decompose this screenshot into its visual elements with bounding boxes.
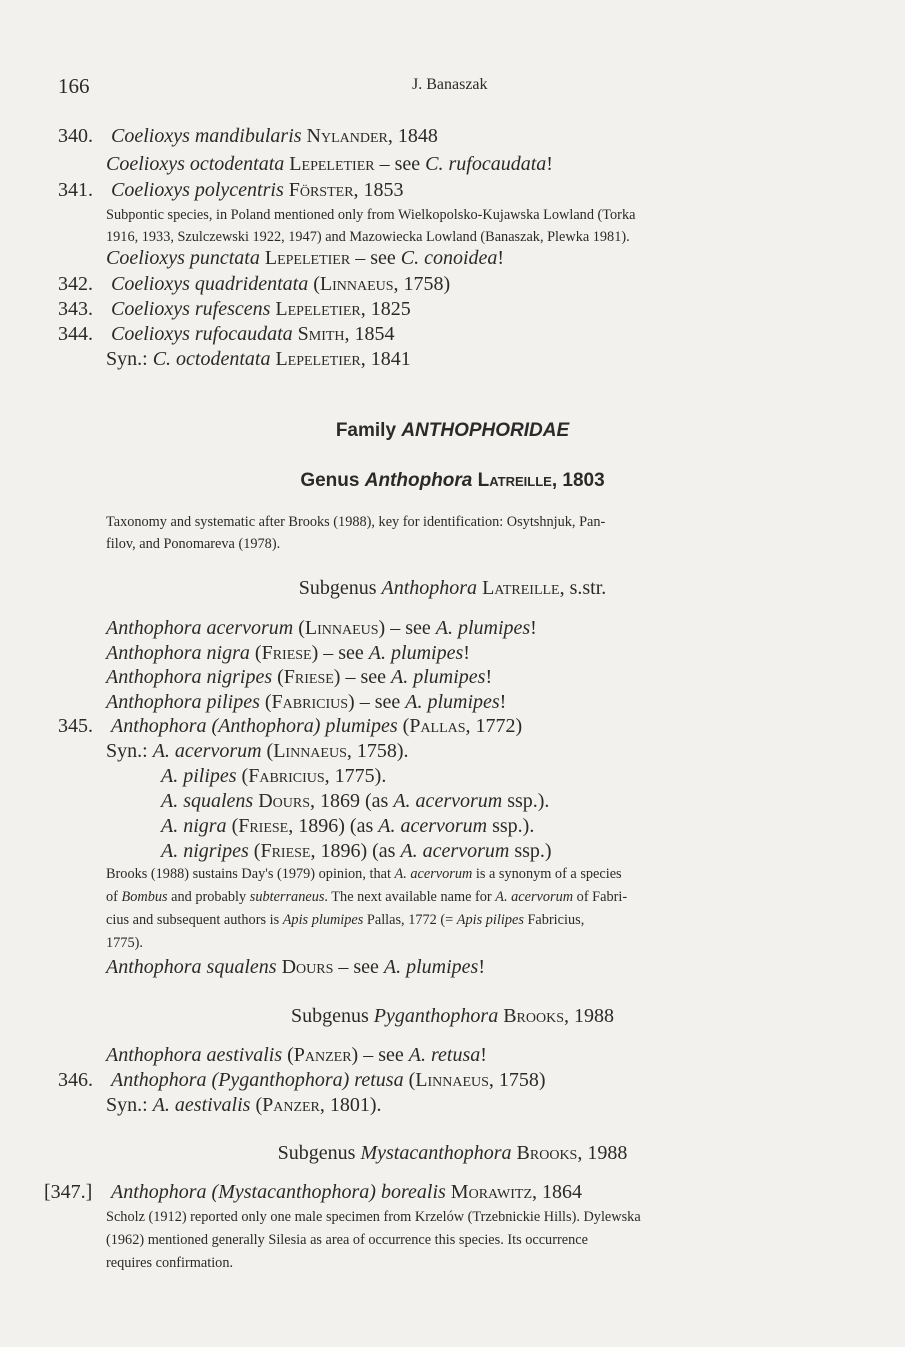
species-name: Anthophora nigripes	[106, 666, 273, 688]
species-name: Coelioxys mandibularis	[111, 125, 302, 147]
entry-341	[58, 178, 404, 202]
entry-number: 340.	[58, 125, 93, 147]
synonym-line	[106, 1093, 382, 1117]
exclaim: !	[478, 956, 486, 978]
species-name: C. octodentata	[152, 348, 271, 370]
entry-345	[58, 714, 522, 738]
subgenus-prefix: Subgenus	[290, 1005, 374, 1027]
entry-number: 346.	[58, 1069, 93, 1091]
author: (Friese)	[254, 642, 319, 664]
species-ref: A. acervorum	[378, 815, 488, 837]
subgenus-name: Mystacanthophora	[360, 1142, 512, 1164]
see-target: A. plumipes	[391, 666, 486, 688]
species-name: A. acervorum	[152, 740, 262, 762]
exclaim: !	[480, 1044, 487, 1066]
entry-number: 341.	[58, 179, 93, 201]
species-name: Coelioxys quadridentata	[111, 273, 309, 295]
see-text: – see	[318, 642, 369, 664]
note-text: Brooks (1988) sustains Day's (1979) opinion, that	[106, 866, 395, 882]
author: (Friese	[231, 815, 289, 837]
author: Brooks, 1988	[516, 1142, 628, 1164]
author: (Linnaeus, 1758).	[266, 740, 409, 762]
author: (Panzer, 1801).	[255, 1094, 382, 1116]
author: (Linnaeus, 1758)	[408, 1069, 546, 1091]
species-name: Coelioxys polycentris	[111, 179, 284, 201]
note-line: filov, and Ponomareva (1978).	[106, 536, 281, 552]
note-text: of Fabri-	[573, 889, 628, 905]
family-heading	[0, 420, 905, 442]
note-text: and probably	[167, 889, 250, 905]
subgenus-heading	[0, 1141, 905, 1165]
note-italic: A. acervorum	[394, 866, 473, 882]
species-name: Anthophora squalens	[106, 956, 277, 978]
species-name: Anthophora nigra	[106, 642, 250, 664]
note-line: 1916, 1933, Szulczewski 1922, 1947) and Mazowiecka Lowland (Banaszak, Plewka 1981).	[106, 229, 630, 245]
author: Smith, 1854	[297, 323, 395, 345]
genus-prefix: Genus	[300, 470, 365, 491]
subgenus-prefix: Subgenus	[298, 577, 382, 599]
note-line: Scholz (1912) reported only one male specimen from Krzelów (Trzebnickie Hills). Dylewska	[106, 1209, 641, 1225]
see-target: C. conoidea	[400, 247, 498, 269]
author: (Fabricius)	[264, 691, 355, 713]
subgenus-name: Anthophora	[381, 577, 478, 599]
entry-synonym-ref	[106, 690, 506, 714]
author: (Linnaeus, 1758)	[313, 273, 451, 295]
note-italic: subterraneus	[249, 889, 325, 905]
note-text: is a synonym of a species	[472, 866, 622, 882]
subgenus-heading	[0, 576, 905, 600]
species-name: Coelioxys punctata	[106, 247, 260, 269]
species-name: A. aestivalis	[152, 1094, 251, 1116]
species-name: A. nigripes	[161, 840, 249, 862]
author: (Friese	[253, 840, 311, 862]
see-target: C. rufocaudata	[425, 153, 547, 175]
exclaim: !	[546, 153, 553, 175]
see-text: – see	[374, 153, 426, 175]
entry-synonym-ref	[106, 665, 492, 689]
syn-label: Syn.:	[106, 740, 153, 762]
note-text: cius and subsequent authors is	[106, 912, 283, 928]
see-text: – see	[354, 691, 406, 713]
ssp-text: ssp.).	[502, 790, 550, 812]
exclaim: !	[497, 247, 505, 269]
note-italic: Apis plumipes	[282, 912, 364, 928]
see-target: A. plumipes	[405, 691, 500, 713]
genus-heading	[0, 470, 905, 492]
genus-name: Anthophora	[364, 470, 473, 491]
note-line: (1962) mentioned generally Silesia as area of occurrence this species. Its occurrence	[106, 1232, 588, 1248]
exclaim: !	[463, 642, 470, 664]
note-line: Taxonomy and systematic after Brooks (1988), key for identification: Osytshnjuk, Pan-	[106, 514, 606, 530]
note-text: Fabricius,	[523, 912, 585, 928]
author: Latreille, 1803	[477, 470, 605, 491]
exclaim: !	[499, 691, 507, 713]
year-text: , 1896) (as	[310, 840, 401, 862]
see-text: – see	[340, 666, 392, 688]
species-name: Anthophora (Pyganthophora) retusa	[111, 1069, 404, 1091]
species-name: A. pilipes	[161, 765, 237, 787]
note-italic: Apis pilipes	[456, 912, 524, 928]
subgenus-name: Pyganthophora	[373, 1005, 499, 1027]
author: (Linnaeus)	[298, 617, 386, 639]
syn-label: Syn.:	[106, 348, 153, 370]
running-head-author: J. Banaszak	[412, 76, 488, 93]
year-text: , 1896) (as	[288, 815, 379, 837]
species-ref: A. acervorum	[400, 840, 510, 862]
author: Brooks, 1988	[503, 1005, 615, 1027]
entry-synonym-ref	[106, 616, 537, 640]
entry-340	[58, 124, 438, 148]
subgenus-heading	[0, 1004, 905, 1028]
species-name: Coelioxys rufocaudata	[111, 323, 293, 345]
exclaim: !	[530, 617, 537, 639]
synonym-line	[161, 789, 549, 813]
species-name: Coelioxys rufescens	[111, 298, 271, 320]
note-line: requires confirmation.	[106, 1255, 234, 1271]
see-text: – see	[358, 1044, 409, 1066]
author: Morawitz, 1864	[450, 1181, 582, 1203]
author: Dours	[281, 956, 334, 978]
synonym-line	[161, 764, 386, 788]
see-text: – see	[385, 617, 436, 639]
species-name: Anthophora acervorum	[106, 617, 294, 639]
see-target: A. plumipes	[435, 617, 531, 639]
note-line	[106, 910, 584, 931]
author: (Fabricius, 1775).	[241, 765, 387, 787]
synonym-line	[161, 839, 552, 863]
syn-label: Syn.:	[106, 1094, 153, 1116]
note-line	[106, 864, 622, 885]
see-target: A. plumipes	[383, 956, 479, 978]
entry-347	[44, 1180, 582, 1204]
note-italic: Bombus	[121, 889, 168, 905]
synonym-line	[161, 814, 534, 838]
subgenus-prefix: Subgenus	[277, 1142, 361, 1164]
entry-number: 343.	[58, 298, 93, 320]
species-name: A. squalens	[161, 790, 254, 812]
entry-synonym-ref	[106, 955, 485, 979]
page-number: 166	[58, 74, 90, 98]
note-italic: A. acervorum	[495, 889, 574, 905]
ssp-text: ssp.).	[487, 815, 535, 837]
author: (Panzer)	[287, 1044, 359, 1066]
see-target: A. retusa	[408, 1044, 481, 1066]
entry-synonym-ref	[106, 641, 470, 665]
species-ref: A. acervorum	[393, 790, 503, 812]
author: Dours	[258, 790, 311, 812]
author: Latreille	[482, 577, 560, 599]
note-line: 1775).	[106, 935, 143, 951]
author: Lepeletier, 1825	[275, 298, 411, 320]
entry-number: 345.	[58, 715, 93, 737]
see-text: – see	[350, 247, 401, 269]
author: Förster, 1853	[288, 179, 404, 201]
see-target: A. plumipes	[368, 642, 464, 664]
year-text: , 1869 (as	[310, 790, 394, 812]
species-name: Anthophora (Mystacanthophora) borealis	[111, 1181, 446, 1203]
ssp-text: ssp.)	[509, 840, 552, 862]
author: (Pallas, 1772)	[402, 715, 523, 737]
note-line	[106, 887, 627, 908]
entry-synonym-ref	[106, 1043, 487, 1067]
entry-346	[58, 1068, 546, 1092]
entry-343	[58, 297, 411, 321]
note-text: Pallas, 1772 (=	[363, 912, 457, 928]
author: Lepeletier	[264, 247, 351, 269]
entry-number: 342.	[58, 273, 93, 295]
species-name: Anthophora (Anthophora) plumipes	[111, 715, 398, 737]
entry-344	[58, 322, 395, 346]
entry-342	[58, 272, 450, 296]
synonym-line	[106, 347, 411, 371]
see-text: – see	[333, 956, 384, 978]
author: Lepeletier	[289, 153, 375, 175]
family-name: ANTHOPHORIDAE	[401, 420, 570, 441]
species-name: Anthophora pilipes	[106, 691, 260, 713]
synonym-line	[106, 739, 409, 763]
entry-number: [347.]	[44, 1181, 93, 1203]
subgenus-tail: , s.str.	[559, 577, 607, 599]
author: Nylander, 1848	[306, 125, 438, 147]
note-text: of	[106, 889, 122, 905]
author: Lepeletier, 1841	[275, 348, 411, 370]
species-name: A. nigra	[161, 815, 227, 837]
species-name: Coelioxys octodentata	[106, 153, 285, 175]
entry-synonym-ref	[106, 152, 553, 176]
note-line: Subpontic species, in Poland mentioned only from Wielkopolsko-Kujawska Lowland (Torka	[106, 207, 636, 223]
exclaim: !	[485, 666, 493, 688]
entry-number: 344.	[58, 323, 93, 345]
author: (Friese)	[277, 666, 341, 688]
note-text: . The next available name for	[324, 889, 496, 905]
family-prefix: Family	[335, 420, 402, 441]
species-name: Anthophora aestivalis	[106, 1044, 283, 1066]
entry-synonym-ref	[106, 246, 504, 270]
